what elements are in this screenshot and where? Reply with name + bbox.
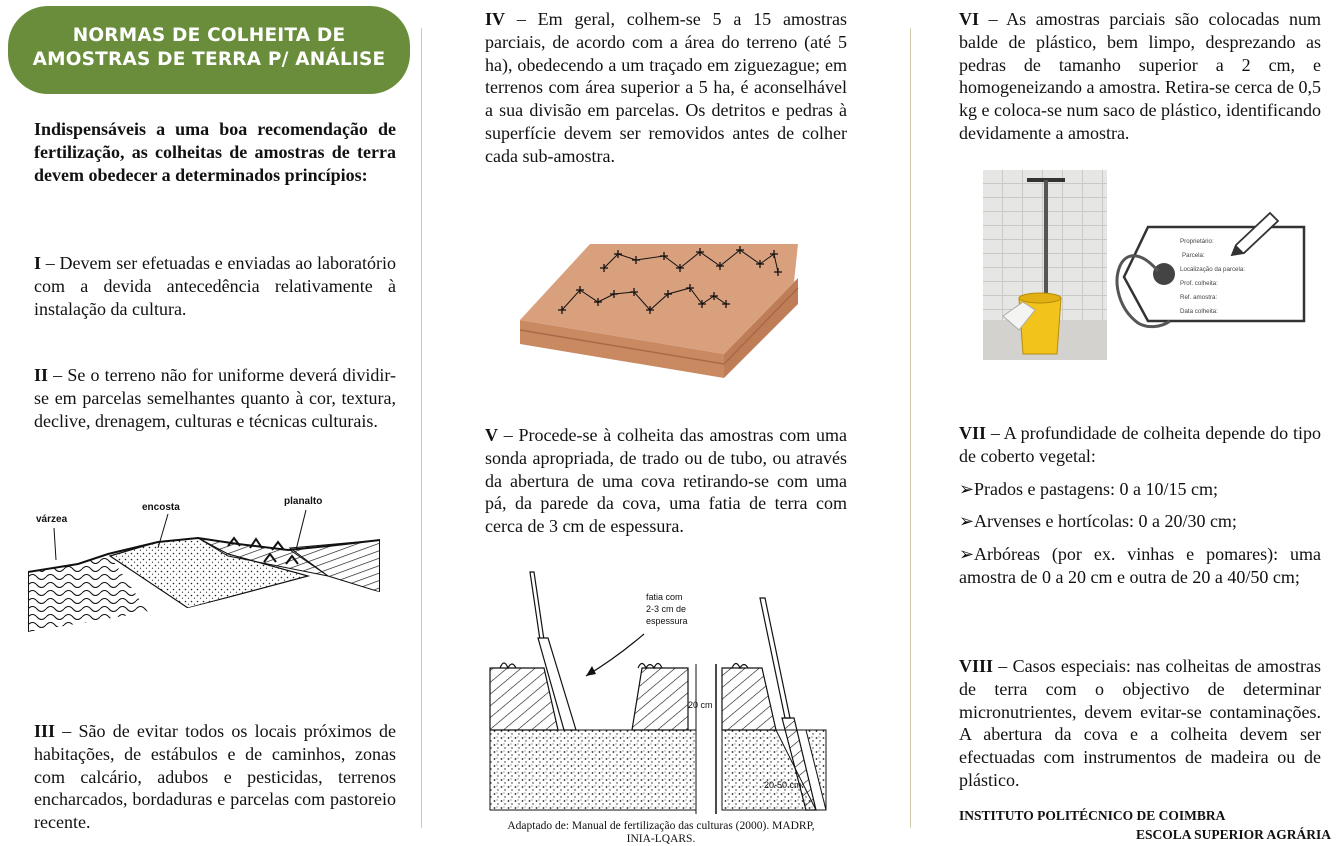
bullet-arrow-icon: ➢ xyxy=(959,511,975,531)
figure-caption xyxy=(486,820,836,846)
item-VII-number: VII xyxy=(959,423,987,443)
caption-line-1: Adaptado de: Manual de fertilização das culturas (2000). MADRP, xyxy=(507,820,815,832)
card-field-depth: Prof. colheita: xyxy=(1180,280,1218,287)
item-III xyxy=(34,720,396,834)
item-V-text: – Procede-se à colheita das amostras com uma sonda apropriada, de trado ou de tubo, ou através da abertura de uma cova retirando-se com uma pá, da parede da cova, uma fatia de terra com cerca de 3 cm de espessura. xyxy=(485,425,847,537)
item-V-number: V xyxy=(485,425,498,445)
item-IV-number: IV xyxy=(485,9,506,29)
item-VIII-number: VIII xyxy=(959,656,994,676)
caption-line-2: INIA-LQARS. xyxy=(626,833,696,845)
bullet-2 xyxy=(959,510,1321,533)
item-I-text: – Devem ser efetuadas e enviadas ao laboratório com a devida antecedência relativamente à instalação da cultura. xyxy=(34,253,396,319)
label-planalto: planalto xyxy=(284,496,323,507)
item-I-number: I xyxy=(34,253,42,273)
card-field-ref: Ref. amostra: xyxy=(1180,294,1218,301)
banner-line-2: AMOSTRAS DE TERRA P/ ANÁLISE xyxy=(32,49,386,70)
item-VI-number: VI xyxy=(959,9,980,29)
item-III-text: – São de evitar todos os locais próximos de habitações, de estábulos e de caminhos, zonas com calcário, adubos e pesticidas, terrenos encharcados, bordaduras e parcelas com pastoreio recente. xyxy=(34,721,396,833)
terrain-illustration xyxy=(28,492,380,638)
pit-depth-20: 20 cm xyxy=(688,700,713,710)
item-IV-text: – Em geral, colhem-se 5 a 15 amostras parciais, de acordo com a área do terreno (até 5 ha), obedecendo a um traçado em ziguezague; em terrenos com área superior a 5 ha, é aconselhável a sua divisão em parcelas. Os detritos e pedras à superfície devem ser removidos antes de colher cada sub-amostra. xyxy=(485,9,847,166)
item-VI xyxy=(959,8,1321,145)
column-divider-2 xyxy=(910,28,911,828)
item-II xyxy=(34,364,396,432)
pit-depth-20-50: 20-50 cm xyxy=(764,780,802,790)
item-VII xyxy=(959,422,1321,468)
item-VII-text: – A profundidade de colheita depende do tipo de coberto vegetal: xyxy=(959,423,1321,466)
card-field-location: Localização da parcela: xyxy=(1180,266,1246,273)
item-III-number: III xyxy=(34,721,56,741)
item-VIII xyxy=(959,655,1321,792)
column-divider-1 xyxy=(421,28,422,828)
bullet-1-text: Prados e pastagens: 0 a 10/15 cm; xyxy=(974,479,1218,499)
item-I xyxy=(34,252,396,320)
bullet-1 xyxy=(959,478,1321,501)
pit-slice-label-2: 2-3 cm de xyxy=(646,604,687,614)
bullet-2-text: Arvenses e hortícolas: 0 a 20/30 cm; xyxy=(974,511,1237,531)
soil-pit-illustration xyxy=(486,568,836,818)
banner-line-1: NORMAS DE COLHEITA DE xyxy=(72,25,346,46)
intro-paragraph xyxy=(34,118,396,186)
title-banner xyxy=(8,6,410,94)
bullet-arrow-icon: ➢ xyxy=(959,479,975,499)
bullet-3 xyxy=(959,543,1321,589)
zigzag-sampling-illustration xyxy=(518,242,802,382)
item-V xyxy=(485,424,847,538)
label-varzea: várzea xyxy=(36,514,68,525)
bucket-photo xyxy=(983,170,1107,360)
school-name: ESCOLA SUPERIOR AGRÁRIA xyxy=(1136,827,1332,842)
item-VIII-text: – Casos especiais: nas colheitas de amostras de terra com o objectivo de determinar micronutrientes, devem evitar-se contaminações. A abertura da cova e a colheita devem ser efectuadas com instrumentos de madeira ou de plástico. xyxy=(959,656,1321,790)
pit-slice-label-1: fatia com xyxy=(646,592,683,602)
institute-name: INSTITUTO POLITÉCNICO DE COIMBRA xyxy=(959,808,1226,823)
bullet-3-text: Arbóreas (por ex. vinhas e pomares): uma amostra de 0 a 20 cm e outra de 20 a 40/50 cm; xyxy=(959,544,1321,587)
item-II-text: – Se o terreno não for uniforme deverá dividir-se em parcelas semelhantes quanto à cor, textura, declive, drenagem, culturas e técnicas culturais. xyxy=(34,365,396,431)
bullet-arrow-icon: ➢ xyxy=(959,544,975,564)
sample-label-card xyxy=(1108,205,1308,333)
intro-text: Indispensáveis a uma boa recomendação de fertilização, as colheitas de amostras de terra devem obedecer a determinados princípios: xyxy=(34,119,396,185)
label-encosta: encosta xyxy=(142,502,180,513)
card-field-plot: Parcela: xyxy=(1182,252,1205,259)
card-field-date: Data colheita: xyxy=(1180,308,1218,315)
pit-slice-label-3: espessura xyxy=(646,616,688,626)
item-VI-text: – As amostras parciais são colocadas num balde de plástico, bem limpo, desprezando as pedras de tamanho superior a 2 cm, e homogeneizando a amostra. Retira-se cerca de 0,5 kg e coloca-se num saco de plástico, identificando devidamente a amostra. xyxy=(959,9,1321,143)
item-IV xyxy=(485,8,847,168)
card-field-owner: Proprietário: xyxy=(1180,238,1214,245)
item-II-number: II xyxy=(34,365,49,385)
